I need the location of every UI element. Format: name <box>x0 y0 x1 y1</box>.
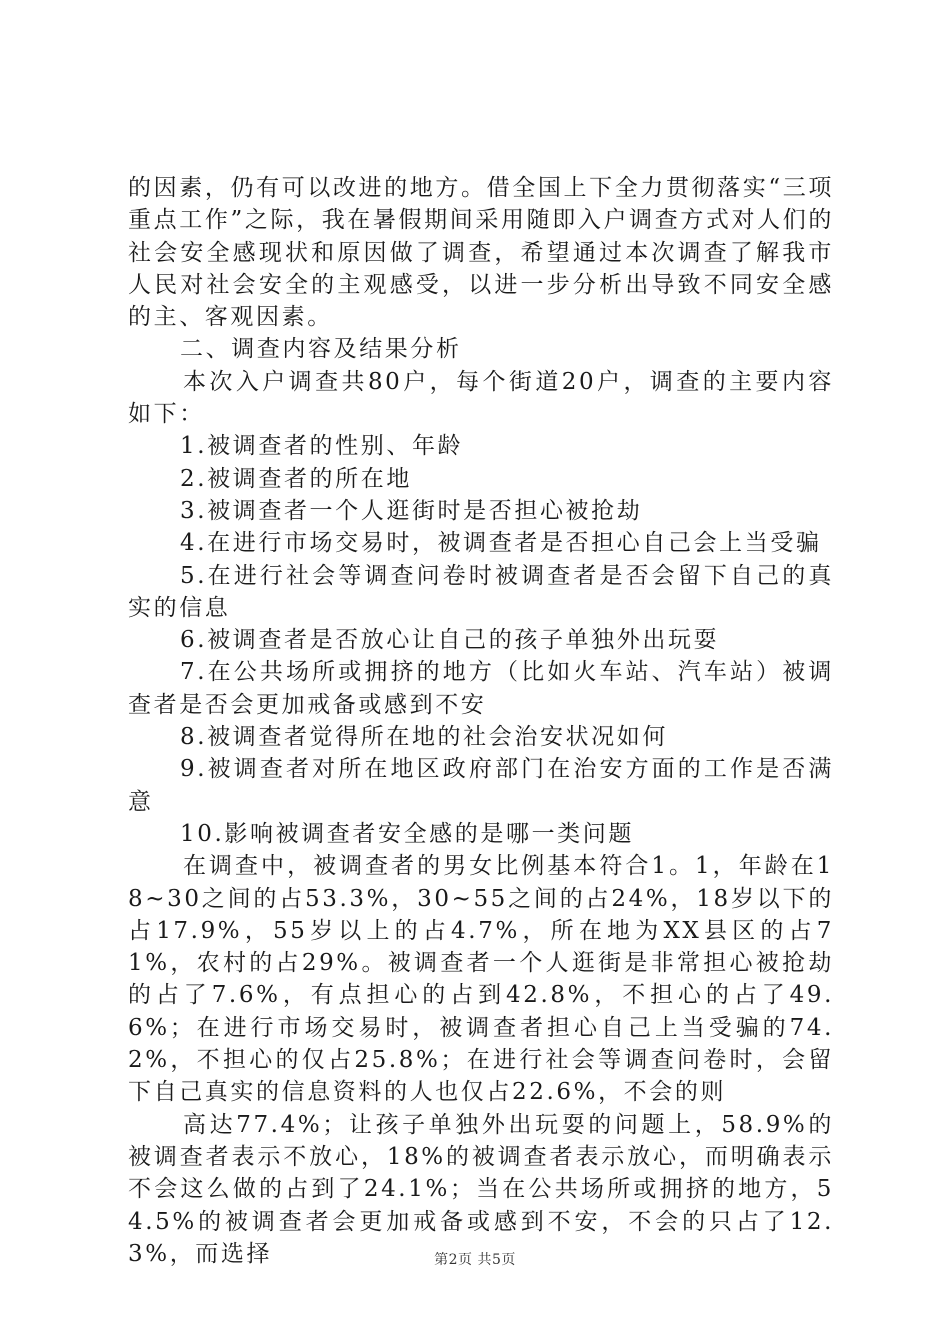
survey-item-7: 7.在公共场所或拥挤的地方（比如火车站、汽车站）被调查者是否会更加戒备或感到不安 <box>128 659 834 718</box>
intro-paragraph: 的因素，仍有可以改进的地方。借全国上下全力贯彻落实“三项重点工作”之际，我在暑假期间采用随即入户调查方式对人们的社会安全感现状和原因做了调查，希望通过本次调查了解我市人民对社会安全的主观感受，以进一步分析出导致不同安全感的主、客观因素。 <box>128 175 834 331</box>
results-continued-paragraph: 高达77.4%；让孩子单独外出玩耍的问题上，58.9%的被调查者表示不放心，18%的被调查者表示放心，而明确表示不会这么做的占到了24.1%；当在公共场所或拥挤的地方，54.5%的被调查者会更加戒备或感到不安，不会的只占了12.3%，而选择 <box>128 1111 834 1267</box>
survey-item-4: 4.在进行市场交易时，被调查者是否担心自己会上当受骗 <box>180 530 822 557</box>
survey-item-9: 9.被调查者对所在地区政府部门在治安方面的工作是否满意 <box>128 756 834 815</box>
survey-item-10: 10.影响被调查者安全感的是哪一类问题 <box>180 820 634 847</box>
page-number-footer: 第2页 共5页 <box>434 1252 516 1268</box>
survey-item-2: 2.被调查者的所在地 <box>180 465 412 492</box>
survey-item-8: 8.被调查者觉得所在地的社会治安状况如何 <box>180 724 668 751</box>
survey-item-3: 3.被调查者一个人逛街时是否担心被抢劫 <box>180 497 643 524</box>
section-heading: 二、调查内容及结果分析 <box>180 336 462 363</box>
survey-overview-paragraph: 本次入户调查共80户，每个街道20户，调查的主要内容如下： <box>128 368 834 428</box>
results-paragraph: 在调查中，被调查者的男女比例基本符合1。1，年龄在18~30之间的占53.3%，30~55之间的占24%，18岁以下的占17.9%，55岁以上的占4.7%，所在地为XX县区的占71%，农村的占29%。被调查者一个人逛街是非常担心被抢劫的占了7.6%，有点担心的占到42.8%，不担心的占了49.6%；在进行市场交易时，被调查者担心自己上当受骗的74.2%，不担心的仅占25.8%；在进行社会等调查问卷时，会留下自己真实的信息资料的人也仅占22.6%，不会的则 <box>128 853 834 1106</box>
survey-item-1: 1.被调查者的性别、年龄 <box>180 433 464 460</box>
survey-item-5: 5.在进行社会等调查问卷时被调查者是否会留下自己的真实的信息 <box>128 562 834 621</box>
document-body <box>128 172 834 1270</box>
survey-item-6: 6.被调查者是否放心让自己的孩子单独外出玩耍 <box>180 627 720 654</box>
